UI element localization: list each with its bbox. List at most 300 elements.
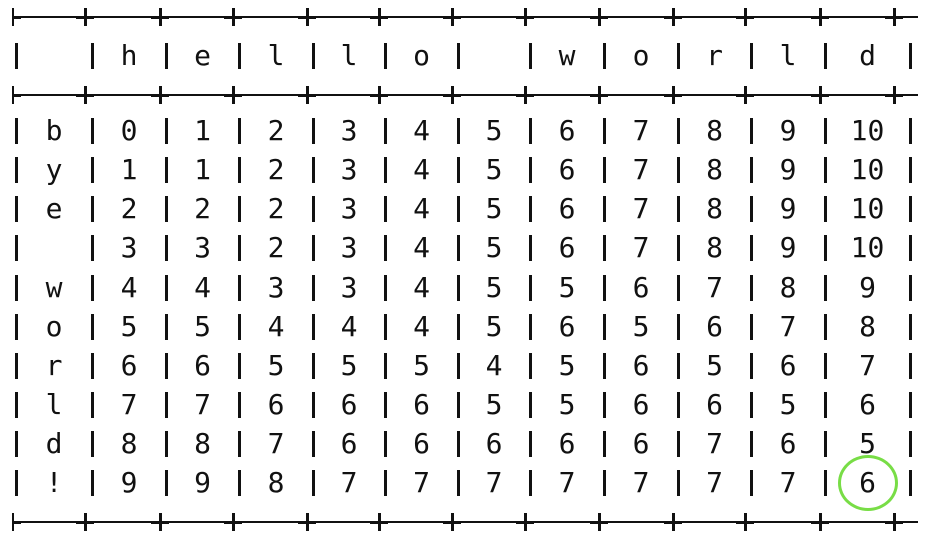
row-separator	[91, 157, 94, 183]
table-cell: 6	[558, 192, 576, 225]
header-separator	[384, 43, 387, 69]
row-separator	[677, 196, 680, 222]
row-separator	[529, 470, 532, 496]
row-separator	[312, 431, 315, 457]
row-separator	[15, 353, 18, 379]
highlight-circle	[838, 455, 898, 511]
row-separator	[15, 392, 18, 418]
table-cell: 7	[632, 153, 650, 186]
table-cell: 4	[485, 349, 503, 382]
row-separator	[457, 118, 460, 144]
row-separator	[91, 118, 94, 144]
table-cell: 5	[558, 271, 576, 304]
header-cell: r	[706, 39, 723, 72]
header-cell: l	[340, 39, 358, 72]
row-separator	[15, 275, 18, 301]
table-cell: 3	[120, 231, 138, 264]
row-separator	[677, 392, 680, 418]
table-cell: 7	[558, 466, 576, 499]
table-cell: 4	[413, 153, 430, 186]
row-separator	[750, 314, 753, 340]
border-junction	[148, 5, 172, 29]
table-cell: 5	[706, 349, 723, 382]
row-separator	[165, 275, 168, 301]
table-cell: 5	[413, 349, 430, 382]
table-cell: 3	[340, 192, 358, 225]
table-cell: 6	[706, 388, 723, 421]
border-junction	[440, 510, 464, 534]
row-separator	[677, 431, 680, 457]
border-junction	[148, 510, 172, 534]
border-junction	[882, 5, 906, 29]
row-separator	[824, 157, 827, 183]
row-separator	[91, 431, 94, 457]
table-cell: 7	[340, 466, 358, 499]
header-separator	[165, 43, 168, 69]
table-cell: 6	[632, 388, 650, 421]
table-border-line	[12, 83, 918, 107]
table-cell: 4	[413, 271, 430, 304]
row-separator	[384, 431, 387, 457]
row-separator	[91, 470, 94, 496]
row-separator	[15, 157, 18, 183]
header-cell: e	[194, 39, 211, 72]
row-separator	[603, 157, 606, 183]
table-cell: 5	[779, 388, 797, 421]
row-label: l	[45, 388, 63, 421]
border-junction	[587, 83, 611, 107]
border-junction	[12, 83, 24, 107]
table-cell: 5	[340, 349, 358, 382]
row-separator	[909, 431, 912, 457]
row-separator	[91, 196, 94, 222]
row-separator	[238, 431, 241, 457]
row-separator	[312, 157, 315, 183]
row-label	[24, 229, 84, 267]
border-junction	[12, 5, 24, 29]
row-separator	[165, 392, 168, 418]
table-cell: 9	[779, 153, 797, 186]
border-junction	[733, 510, 757, 534]
border-junction	[367, 83, 391, 107]
row-separator	[165, 118, 168, 144]
table-cell: 7	[632, 192, 650, 225]
table-cell: 5	[194, 310, 211, 343]
row-separator	[824, 392, 827, 418]
row-separator	[457, 470, 460, 496]
table-cell: 7	[779, 310, 797, 343]
row-separator	[529, 118, 532, 144]
header-separator	[238, 43, 241, 69]
row-separator	[677, 314, 680, 340]
table-cell: 9	[194, 466, 211, 499]
row-separator	[909, 353, 912, 379]
table-cell: 1	[120, 153, 138, 186]
row-separator	[909, 392, 912, 418]
row-separator	[457, 353, 460, 379]
table-cell: 6	[120, 349, 138, 382]
table-cell: 7	[706, 466, 723, 499]
table-cell: 4	[267, 310, 285, 343]
table-cell: 7	[267, 427, 285, 460]
row-separator	[750, 275, 753, 301]
table-cell: 6	[267, 388, 285, 421]
row-separator	[750, 470, 753, 496]
table-cell: 8	[267, 466, 285, 499]
table-cell: 6	[558, 427, 576, 460]
row-separator	[91, 392, 94, 418]
row-separator	[384, 314, 387, 340]
table-cell: 7	[706, 271, 723, 304]
table-cell: 6	[558, 231, 576, 264]
row-separator	[603, 431, 606, 457]
row-separator	[312, 470, 315, 496]
border-junction	[808, 5, 832, 29]
row-separator	[529, 275, 532, 301]
table-cell: 9	[779, 192, 797, 225]
border-junction	[367, 510, 391, 534]
table-cell: 10	[850, 231, 885, 264]
row-label: r	[45, 349, 63, 382]
row-label: b	[45, 114, 63, 147]
row-separator	[238, 157, 241, 183]
row-separator	[603, 314, 606, 340]
row-separator	[677, 118, 680, 144]
row-separator	[824, 196, 827, 222]
row-separator	[15, 431, 18, 457]
table-cell: 3	[340, 153, 358, 186]
row-separator	[312, 392, 315, 418]
row-separator	[824, 314, 827, 340]
border-junction	[295, 510, 319, 534]
row-label: !	[45, 466, 63, 499]
header-separator	[677, 43, 680, 69]
table-cell: 2	[194, 192, 211, 225]
table-cell: 7	[194, 388, 211, 421]
table-cell: 6	[779, 349, 797, 382]
table-cell: 2	[267, 153, 285, 186]
row-separator	[312, 235, 315, 261]
row-separator	[603, 353, 606, 379]
row-label: y	[45, 153, 63, 186]
row-separator	[603, 235, 606, 261]
table-cell: 4	[413, 310, 430, 343]
row-separator	[15, 235, 18, 261]
table-cell: 6	[558, 153, 576, 186]
table-cell: 5	[632, 310, 650, 343]
row-separator	[15, 196, 18, 222]
row-separator	[824, 431, 827, 457]
header-separator	[529, 43, 532, 69]
table-cell: 4	[340, 310, 358, 343]
row-separator	[312, 353, 315, 379]
table-cell: 5	[485, 231, 503, 264]
row-separator	[909, 118, 912, 144]
row-separator	[165, 196, 168, 222]
table-cell: 2	[267, 114, 285, 147]
row-separator	[91, 353, 94, 379]
table-cell: 9	[779, 114, 797, 147]
table-cell: 8	[706, 192, 723, 225]
table-cell: 8	[779, 271, 797, 304]
table-cell: 2	[120, 192, 138, 225]
row-separator	[165, 235, 168, 261]
table-cell: 4	[413, 231, 430, 264]
table-cell: 6	[413, 427, 430, 460]
table-cell: 7	[120, 388, 138, 421]
table-cell: 7	[859, 349, 876, 382]
border-junction	[808, 83, 832, 107]
row-separator	[384, 353, 387, 379]
table-cell: 5	[558, 388, 576, 421]
row-separator	[529, 314, 532, 340]
table-cell: 8	[706, 153, 723, 186]
row-separator	[15, 314, 18, 340]
table-border-line	[12, 510, 918, 534]
row-separator	[677, 470, 680, 496]
table-cell: 3	[340, 271, 358, 304]
table-cell: 2	[267, 192, 285, 225]
row-separator	[91, 275, 94, 301]
row-separator	[238, 118, 241, 144]
row-separator	[312, 196, 315, 222]
row-separator	[384, 275, 387, 301]
header-separator	[750, 43, 753, 69]
row-separator	[15, 470, 18, 496]
row-separator	[238, 470, 241, 496]
row-separator	[909, 196, 912, 222]
table-cell: 6	[859, 466, 876, 499]
table-cell: 6	[558, 114, 576, 147]
row-separator	[603, 470, 606, 496]
row-separator	[529, 235, 532, 261]
table-cell: 6	[632, 271, 650, 304]
header-cell: d	[859, 39, 876, 72]
table-cell: 5	[558, 349, 576, 382]
row-separator	[165, 470, 168, 496]
table-cell: 6	[706, 310, 723, 343]
border-junction	[661, 5, 685, 29]
table-cell: 6	[485, 427, 503, 460]
border-junction	[73, 83, 97, 107]
row-separator	[909, 275, 912, 301]
row-separator	[457, 431, 460, 457]
row-separator	[91, 314, 94, 340]
table-cell: 3	[340, 114, 358, 147]
table-cell: 1	[194, 114, 211, 147]
table-cell: 5	[485, 192, 503, 225]
header-separator	[457, 43, 460, 69]
table-cell: 6	[194, 349, 211, 382]
table-border-line	[12, 5, 918, 29]
row-separator	[165, 314, 168, 340]
row-separator	[603, 392, 606, 418]
row-separator	[824, 275, 827, 301]
header-separator	[909, 43, 912, 69]
border-junction	[733, 5, 757, 29]
table-cell: 5	[485, 271, 503, 304]
row-separator	[457, 314, 460, 340]
table-cell: 7	[632, 114, 650, 147]
border-junction	[587, 5, 611, 29]
border-junction	[513, 83, 537, 107]
table-cell: 8	[859, 310, 876, 343]
border-junction	[73, 510, 97, 534]
table-cell: 8	[194, 427, 211, 460]
border-junction	[221, 5, 245, 29]
row-separator	[677, 157, 680, 183]
row-separator	[750, 392, 753, 418]
header-separator	[312, 43, 315, 69]
table-cell: 3	[340, 231, 358, 264]
row-separator	[677, 235, 680, 261]
row-separator	[165, 431, 168, 457]
row-separator	[529, 157, 532, 183]
table-cell: 7	[706, 427, 723, 460]
row-separator	[457, 392, 460, 418]
table-cell: 6	[340, 427, 358, 460]
row-separator	[457, 235, 460, 261]
border-junction	[12, 510, 24, 534]
table-cell: 6	[632, 427, 650, 460]
row-separator	[824, 353, 827, 379]
table-cell: 4	[194, 271, 211, 304]
border-junction	[513, 510, 537, 534]
table-cell: 7	[632, 466, 650, 499]
border-junction	[73, 5, 97, 29]
table-cell: 7	[632, 231, 650, 264]
row-separator	[824, 235, 827, 261]
border-junction	[882, 83, 906, 107]
border-junction	[587, 510, 611, 534]
row-separator	[165, 157, 168, 183]
table-cell: 3	[267, 271, 285, 304]
table-cell: 5	[859, 427, 876, 460]
row-separator	[238, 235, 241, 261]
row-separator	[529, 196, 532, 222]
table-cell: 1	[194, 153, 211, 186]
row-separator	[15, 118, 18, 144]
border-junction	[808, 510, 832, 534]
row-separator	[529, 431, 532, 457]
row-separator	[750, 196, 753, 222]
border-junction	[513, 5, 537, 29]
row-separator	[457, 275, 460, 301]
table-cell: 8	[706, 231, 723, 264]
table-cell: 2	[267, 231, 285, 264]
row-separator	[384, 196, 387, 222]
row-separator	[750, 235, 753, 261]
header-cell	[24, 37, 84, 75]
row-separator	[384, 392, 387, 418]
row-separator	[165, 353, 168, 379]
table-cell: 8	[120, 427, 138, 460]
border-junction	[221, 510, 245, 534]
row-label: d	[45, 427, 63, 460]
row-separator	[824, 118, 827, 144]
row-label: e	[45, 192, 63, 225]
row-separator	[909, 470, 912, 496]
row-separator	[909, 235, 912, 261]
row-separator	[312, 118, 315, 144]
border-junction	[221, 83, 245, 107]
table-cell: 9	[120, 466, 138, 499]
row-separator	[238, 314, 241, 340]
border-junction	[440, 5, 464, 29]
table-cell: 8	[706, 114, 723, 147]
header-cell: h	[120, 39, 138, 72]
table-cell: 7	[485, 466, 503, 499]
row-separator	[603, 118, 606, 144]
table-cell: 10	[850, 153, 885, 186]
table-cell: 10	[850, 114, 885, 147]
border-junction	[295, 5, 319, 29]
table-cell: 6	[558, 310, 576, 343]
row-separator	[384, 235, 387, 261]
row-separator	[750, 353, 753, 379]
table-cell: 4	[120, 271, 138, 304]
header-cell: w	[558, 39, 576, 72]
table-cell: 5	[267, 349, 285, 382]
row-separator	[603, 196, 606, 222]
row-separator	[750, 157, 753, 183]
table-cell: 3	[194, 231, 211, 264]
border-junction	[295, 83, 319, 107]
header-cell: o	[632, 39, 650, 72]
row-separator	[312, 275, 315, 301]
table-cell: 6	[413, 388, 430, 421]
row-separator	[457, 157, 460, 183]
row-separator	[312, 314, 315, 340]
border-junction	[440, 83, 464, 107]
table-cell: 6	[632, 349, 650, 382]
table-cell: 6	[779, 427, 797, 460]
row-separator	[384, 470, 387, 496]
border-junction	[367, 5, 391, 29]
row-separator	[457, 196, 460, 222]
row-separator	[384, 118, 387, 144]
row-separator	[909, 314, 912, 340]
row-separator	[909, 157, 912, 183]
border-junction	[661, 510, 685, 534]
row-label: w	[45, 271, 63, 304]
border-junction	[882, 510, 906, 534]
table-cell: 6	[340, 388, 358, 421]
header-separator	[603, 43, 606, 69]
table-cell: 5	[120, 310, 138, 343]
border-junction	[733, 83, 757, 107]
row-separator	[238, 353, 241, 379]
row-separator	[91, 235, 94, 261]
table-cell: 9	[779, 231, 797, 264]
table-cell: 10	[850, 192, 885, 225]
border-junction	[148, 83, 172, 107]
table-cell: 4	[413, 114, 430, 147]
table-cell: 0	[120, 114, 138, 147]
header-separator	[824, 43, 827, 69]
row-separator	[238, 392, 241, 418]
row-separator	[603, 275, 606, 301]
row-separator	[384, 157, 387, 183]
row-separator	[238, 196, 241, 222]
table-cell: 5	[485, 114, 503, 147]
table-cell: 7	[413, 466, 430, 499]
header-separator	[91, 43, 94, 69]
header-cell: l	[779, 39, 797, 72]
row-separator	[677, 275, 680, 301]
header-cell	[464, 37, 524, 75]
table-cell: 7	[779, 466, 797, 499]
